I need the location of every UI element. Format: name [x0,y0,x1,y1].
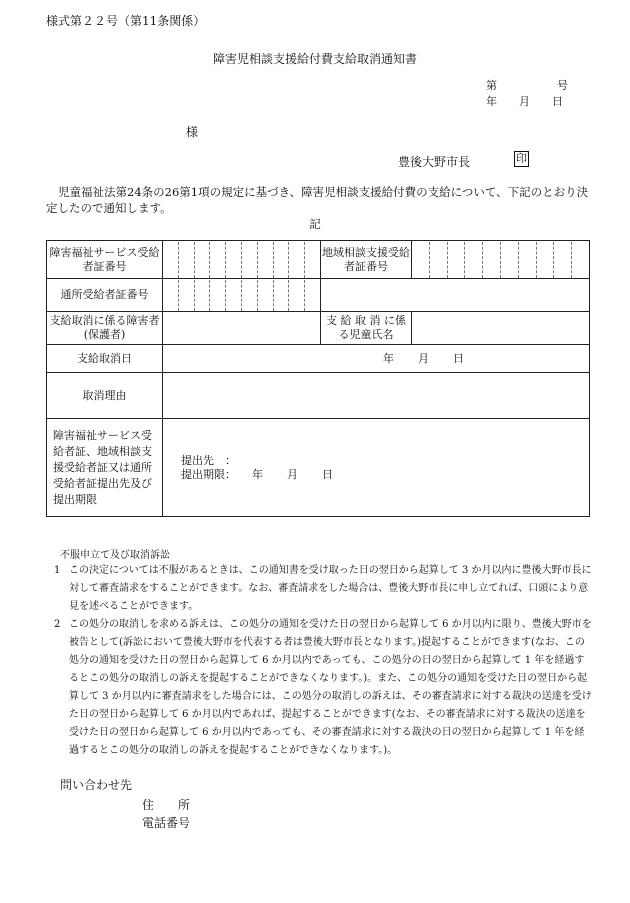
deadline-month: 月 [287,467,298,481]
deadline-row [181,468,589,482]
community-recipient-no-cells[interactable] [412,241,590,279]
seal-box: 印 [516,152,527,165]
day-recipient-no-cells[interactable] [163,279,321,312]
number-suffix: 号 [557,79,568,92]
appeal-title: 不服申立て及び取消訴訟 [60,550,170,561]
table-row [47,345,590,373]
table-row [47,419,590,517]
document-title: 障害児相談支援給付費支給取消通知書 [212,52,417,66]
notice-table [46,240,590,517]
notice-text: 児童福祉法第24条の26第1項の規定に基づき、障害児相談支援給付費の支給について、下記のとおり決定したので通知します。 [46,185,589,215]
table-row [47,312,590,345]
appeal-item-2-number: 2 [54,619,61,630]
child-name-value[interactable] [412,312,590,345]
table-row [47,279,590,312]
community-recipient-no-label: 地域相談支援受給者証番号 [321,241,412,279]
inquiry-label: 問い合わせ先 [60,778,133,792]
cancel-date-label: 支給取消日 [47,345,163,373]
form-number: 様式第２２号（第11条関係） [46,14,206,28]
phone-label: 電話番号 [142,816,191,830]
date-month: 月 [519,95,530,108]
day-recipient-no-label: 通所受給者証番号 [47,279,163,312]
appeal-item-2-text: この処分の取消しを求める訴えは、この処分の通知を受けた日の翌日から起算して 6 か月以内に限り、豊後大野市を被告として(訴訟において豊後大野市を代表する者は豊後大野市長となります。)提起することができます(なお、この処分の通知を受けた日の翌日から起算して 6 か月以内であっても、この処分の日の翌日から起算して 1 年を経過するとこの処分の取消しの訴えを提起することができなくなります。)。また、この処分の通知を受けた日の翌日から起算して 3 か月以内に審査請求をした場合には、この処分の取消しの訴えは、その審査請求に対する裁決の送達を受けた日の翌日から起算して 6 か月以内であれば、提起することができます(なお、その審査請求に対する裁決の送達を受けた日の翌日から起算して 6 か月以内であっても、その審査請求に対する裁決の日の翌日から起算して 1 年を経過するとこの処分の取消しの訴えを提起することができなくなります。)。 [69,619,592,756]
appeal-item-1-number: 1 [54,565,61,576]
guardian-label: 支給取消に係る障害者(保護者) [47,312,163,345]
deadline-year: 年 [252,467,263,481]
submission-label: 障害福祉サービス受給者証、地域相談支援受給者証又は通所受給者証提出先及び提出期限 [47,419,163,517]
number-prefix: 第 [486,79,497,92]
issue-date [486,93,563,109]
deadline-day: 日 [322,467,333,481]
reason-value[interactable] [163,373,590,419]
service-recipient-no-label: 障害福祉サービス受給者証番号 [47,241,163,279]
guardian-value[interactable] [163,312,321,345]
deadline-label: 提出期限： [181,467,236,481]
cancel-date-year: 年 [383,351,394,365]
service-recipient-no-cells[interactable] [163,241,321,279]
table-row [47,241,590,279]
date-year: 年 [486,95,497,108]
document-number [486,77,568,93]
cancel-date-month: 月 [418,351,429,365]
blank-cell [321,279,590,312]
ki-heading: 記 [309,217,321,231]
table-row [47,373,590,419]
submit-to-label: 提出先 ： [181,453,236,467]
date-day: 日 [552,95,563,108]
issuer: 豊後大野市長 [398,155,471,169]
cancel-date-value[interactable] [163,345,590,373]
addressee: 様 [186,125,199,139]
child-name-label: 支 給 取 消 に係る児童氏名 [321,312,412,345]
submission-value[interactable] [163,419,590,517]
appeal-item-2 [54,616,594,760]
cancel-date-day: 日 [453,351,464,365]
reason-label: 取消理由 [47,373,163,419]
address-label: 住 所 [142,798,191,812]
appeal-item-1 [54,562,594,616]
appeal-item-1-text: この決定については不服があるときは、この通知書を受け取った日の翌日から起算して 3 か月以内に豊後大野市長に対して審査請求をすることができます。なお、審査請求をした場合は、豊後大野市長に申し立てれば、口頭により意見を述べることができます。 [69,565,592,612]
